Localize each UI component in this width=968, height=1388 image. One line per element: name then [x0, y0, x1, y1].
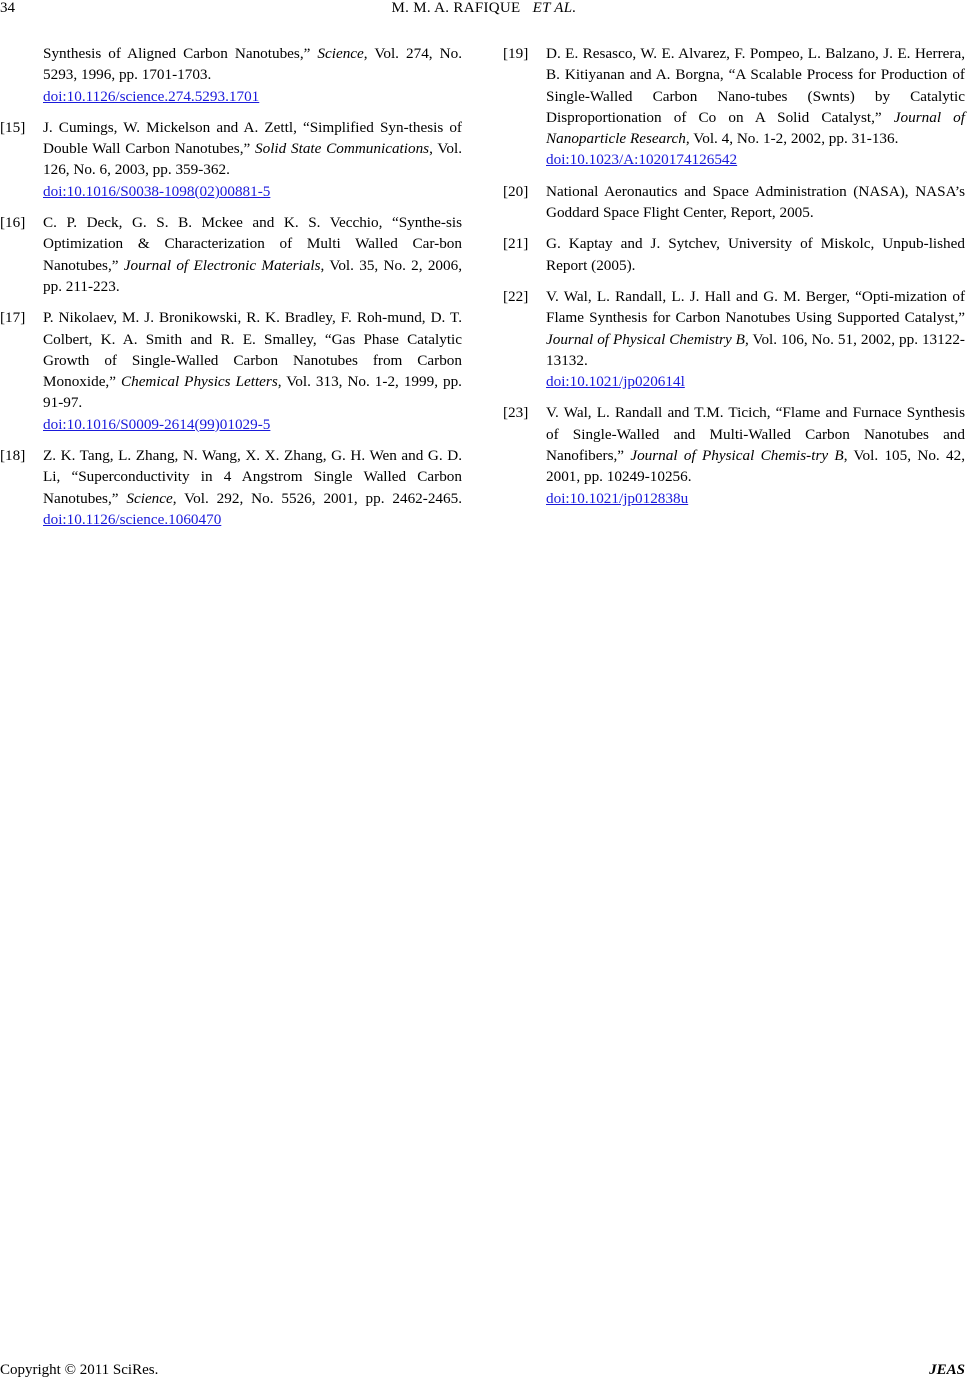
reference-doi-link[interactable]: doi:10.1023/A:1020174126542: [546, 151, 738, 169]
running-title-authors: M. M. A. RAFIQUE: [391, 0, 521, 16]
reference-doi-link[interactable]: doi:10.1016/S0038-1098(02)00881-5: [43, 182, 271, 200]
reference-text: Synthesis of Aligned Carbon Nanotubes,”: [43, 45, 318, 62]
reference-doi-link[interactable]: doi:10.1021/jp012838u: [546, 489, 689, 507]
reference-journal: Science: [126, 489, 173, 507]
reference-number: [18]: [0, 447, 26, 465]
reference-journal: Journal of Nanoparticle Research: [546, 108, 965, 148]
reference-journal: Journal of Electronic Materials: [123, 256, 321, 274]
reference-details: , Vol. 105, No. 42, 2001, pp. 10249-10256.: [546, 447, 966, 486]
reference-number: [20]: [503, 182, 529, 200]
journal-abbreviation: JEAS: [929, 1362, 965, 1378]
reference-details: , Vol. 35, No. 2, 2006, pp. 211-223.: [43, 256, 463, 295]
copyright-notice: Copyright © 2011 SciRes.: [0, 1362, 159, 1378]
reference-number: [17]: [0, 309, 26, 327]
reference-16: [0, 212, 462, 297]
reference-details: , Vol. 292, No. 5526, 2001, pp. 2462-2465.: [172, 489, 462, 507]
reference-22: [503, 286, 965, 392]
reference-text: Z. K. Tang, L. Zhang, N. Wang, X. X. Zhang, G. H. Wen and G. D. Li, “Superconductivity in 4 Angstrom Single Walled Carbon Nanotubes,”: [43, 447, 462, 507]
reference-23: [503, 402, 965, 508]
reference-journal: Science: [317, 45, 364, 62]
page-header: [0, 0, 968, 22]
reference-doi-link[interactable]: doi:10.1126/science.274.5293.1701: [43, 87, 260, 105]
reference-text: National Aeronautics and Space Administration (NASA), NASA’s Goddard Space Flight Center, Report, 2005.: [546, 182, 965, 222]
reference-journal: Journal of Physical Chemis-try B: [630, 447, 844, 465]
reference-number: [23]: [503, 404, 529, 422]
reference-details: , Vol. 126, No. 6, 2003, pp. 359-362.: [43, 140, 462, 179]
reference-text: V. Wal, L. Randall, L. J. Hall and G. M. Berger, “Opti-mization of Flame Synthesis for Carbon Nanotubes Using Supported Catalyst,”: [546, 287, 965, 327]
reference-number: [19]: [503, 45, 529, 62]
page-number: 34: [0, 0, 15, 16]
reference-doi-link[interactable]: doi:10.1126/science.1060470: [43, 510, 222, 528]
reference-doi-link[interactable]: doi:10.1016/S0009-2614(99)01029-5: [43, 415, 271, 433]
reference-details: , Vol. 106, No. 51, 2002, pp. 13122-13132.: [546, 330, 965, 369]
reference-details: , Vol. 274, No. 5293, 1996, pp. 1701-1703.: [43, 45, 462, 84]
reference-journal: Chemical Physics Letters: [120, 373, 278, 391]
reference-number: [21]: [503, 235, 529, 253]
reference-21: [503, 233, 965, 276]
reference-number: [22]: [503, 287, 529, 305]
reference-text: P. Nikolaev, M. J. Bronikowski, R. K. Bradley, F. Roh-mund, D. T. Colbert, K. A. Smith and R. E. Smalley, “Gas Phase Catalytic Growth of Single-Walled Carbon Nanotubes from Carbon Monoxide,”: [43, 309, 462, 391]
reference-details: , Vol. 313, No. 1-2, 1999, pp. 91-97.: [43, 373, 462, 412]
reference-19: [503, 43, 965, 171]
reference-text: J. Cumings, W. Mickelson and A. Zettl, “Simplified Syn-thesis of Double Wall Carbon Nanotubes,”: [43, 118, 462, 158]
reference-20: [503, 181, 965, 224]
reference-text: V. Wal, L. Randall and T.M. Ticich, “Flame and Furnace Synthesis of Single-Walled and Multi-Walled Carbon Nanotubes and Nanofibers,”: [546, 404, 965, 465]
left-column: [0, 43, 462, 540]
running-title: [0, 0, 968, 17]
reference-journal: Solid State Communications: [255, 140, 430, 158]
reference-18: [0, 445, 462, 530]
reference-journal: Journal of Physical Chemistry B: [546, 330, 745, 348]
right-column: [503, 43, 965, 519]
reference-14-continued: [0, 43, 462, 107]
running-title-et-al: ET AL.: [532, 0, 577, 16]
reference-15: [0, 117, 462, 202]
page-footer: [0, 1362, 965, 1384]
reference-text: G. Kaptay and J. Sytchev, University of Miskolc, Unpub-lished Report (2005).: [546, 235, 965, 274]
reference-doi-link[interactable]: doi:10.1021/jp020614l: [546, 373, 685, 391]
reference-number: [15]: [0, 118, 26, 136]
reference-text: D. E. Resasco, W. E. Alvarez, F. Pompeo, L. Balzano, J. E. Herrera, B. Kitiyanan and A. Borgna, “A Scalable Process for Production of Single-Walled Carbon Nano-tubes (Swnts) by Catalytic Disproportionation of Co on A Solid Catalyst,”: [546, 45, 965, 126]
reference-number: [16]: [0, 214, 26, 232]
reference-17: [0, 307, 462, 435]
reference-text: C. P. Deck, G. S. B. Mckee and K. S. Vecchio, “Synthe-sis Optimization & Characterization of Multi Walled Car-bon Nanotubes,”: [43, 214, 462, 274]
reference-details: , Vol. 4, No. 1-2, 2002, pp. 31-136.: [685, 130, 899, 148]
